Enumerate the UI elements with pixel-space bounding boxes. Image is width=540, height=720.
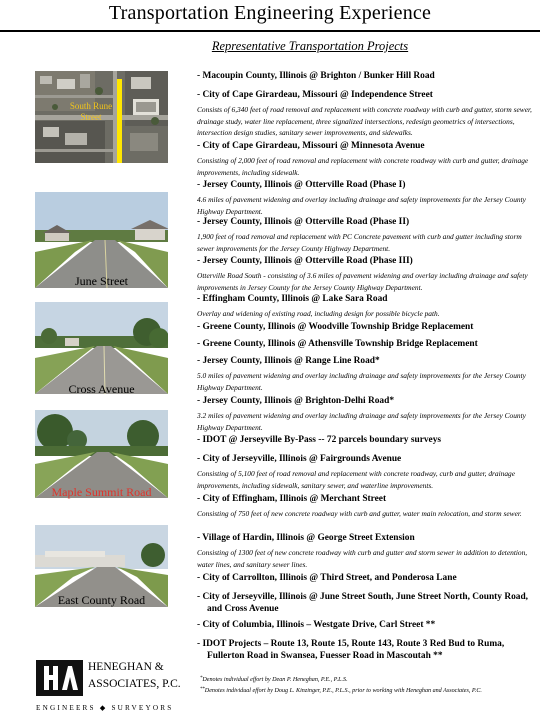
project-title: - City of Columbia, Illinois – Westgate Drive, Carl Street ** [197, 620, 436, 630]
project-title: - Jersey County, Illinois @ Otterville Road (Phase II) [197, 217, 410, 227]
project-item [197, 572, 532, 584]
project-description: Consisting of 5,100 feet of road removal and replacement with concrete roadway, curb and gutter, drainage improvements, including sidewalk, sanitary sewer, and waterline improvements. [197, 469, 516, 490]
footnote-text: Denotes individual effort by Dean P. Heneghan, P.E., P.L.S. [202, 677, 348, 683]
project-description: Consisting of 750 feet of new concrete roadway with curb and gutter, water main relocation, and storm sewer. [197, 509, 522, 518]
logo-company-name [88, 659, 181, 693]
footnotes [200, 674, 535, 696]
project-item [197, 453, 532, 491]
project-item [197, 638, 532, 662]
project-title: - City of Cape Girardeau, Missouri @ Minnesota Avenue [197, 141, 425, 151]
logo-tagline-left: ENGINEERS [36, 704, 96, 712]
photo-caption-maple: Maple Summit Road [51, 485, 152, 499]
project-item [197, 395, 532, 433]
project-title: - Macoupin County, Illinois @ Brighton / Bunker Hill Road [197, 71, 435, 81]
project-title: - City of Effingham, Illinois @ Merchant Street [197, 494, 387, 504]
project-item [197, 255, 532, 293]
project-item [197, 179, 532, 217]
project-item [197, 216, 532, 254]
project-title: - Jersey County, Illinois @ Brighton-Delhi Road* [197, 396, 395, 406]
project-title: - City of Carrollton, Illinois @ Third Street, and Ponderosa Lane [197, 573, 457, 583]
project-description: 1,900 feet of road removal and replacement with PC Concrete pavement with curb and gutter including storm sewer improvements for the Jersey County Highway Department. [197, 232, 522, 253]
logo-tagline [36, 703, 173, 712]
footnote [200, 674, 535, 685]
project-description: Consists of 6,340 feet of road removal and replacement with concrete roadway with curb and gutter, storm sewer, drainage study, water line replacement, three signalized intersections, redesign geometrics of intersections, intersection design studies, sanitary sewer improvements, and sidewalks. [197, 105, 532, 137]
project-item [197, 355, 532, 393]
project-item [197, 321, 532, 333]
footnote-marker: * [200, 676, 203, 681]
project-description: Overlay and widening of existing road, including design for possible bicycle path. [197, 309, 440, 318]
logo-mark-icon [36, 660, 83, 696]
project-item [197, 70, 532, 82]
project-description: 4.6 miles of pavement widening and overlay including drainage and safety improvements for the Jersey County Highway Department. [197, 195, 526, 216]
project-description: 3.2 miles of pavement widening and overlay including drainage and safety improvements for the Jersey County Highway Department. [197, 411, 526, 432]
project-item [197, 532, 532, 570]
project-title: - Effingham County, Illinois @ Lake Sara Road [197, 294, 388, 304]
project-title: - City of Jerseyville, Illinois @ June Street South, June Street North, County Road, and Cross Avenue [197, 592, 529, 614]
project-item [197, 140, 532, 178]
project-title: - Jersey County, Illinois @ Otterville Road (Phase III) [197, 256, 413, 266]
page-subtitle: Representative Transportation Projects [211, 39, 409, 53]
project-title: - Jersey County, Illinois @ Range Line Road* [197, 356, 380, 366]
project-item [197, 434, 532, 446]
project-item [197, 293, 532, 320]
photo-caption-east-county: East County Road [57, 593, 146, 607]
logo-name-line2: ASSOCIATES, P.C. [88, 678, 181, 690]
company-logo [36, 658, 196, 718]
street-photo-image [35, 302, 168, 394]
project-description: Consisting of 1300 feet of new concrete roadway with curb and gutter and storm sewer in addition to detention, water lines, and sanitary sewer lines. [197, 548, 528, 569]
photo-caption-june: June Street [75, 274, 128, 288]
photo-caption-cross: Cross Avenue [68, 382, 135, 396]
page-title: Transportation Engineering Experience [108, 2, 432, 24]
logo-name-line1: HENEGHAN & [88, 661, 164, 673]
project-item [197, 493, 532, 520]
project-description: Consisting of 2,000 feet of road removal and replacement with concrete roadway with curb and gutter, drainage improvements, including sidewalk. [197, 156, 529, 177]
project-item [197, 619, 532, 631]
project-item [197, 591, 532, 615]
project-title: - Greene County, Illinois @ Athensville Township Bridge Replacement [197, 339, 478, 349]
street-photo-cross [35, 302, 168, 394]
project-title: - City of Cape Girardeau, Missouri @ Independence Street [197, 90, 433, 100]
project-title: - Village of Hardin, Illinois @ George Street Extension [197, 533, 415, 543]
project-title: - Jersey County, Illinois @ Otterville Road (Phase I) [197, 180, 406, 190]
project-description: 5.0 miles of pavement widening and overlay including drainage and safety improvements for the Jersey County Highway Department. [197, 371, 526, 392]
project-description: Otterville Road South - consisting of 3.6 miles of pavement widening and overlay including drainage and safety improvements in Jersey County for the Jersey County Highway Department. [197, 271, 528, 292]
footnote-text: Denotes individual effort by Doug L. Kinzinger, P.E., P.L.S., prior to working with Heneghan and Associates, P.C. [204, 688, 482, 694]
footnote [200, 685, 535, 696]
diamond-icon: ◆ [99, 704, 108, 712]
logo-tagline-right: SURVEYORS [111, 704, 174, 712]
project-item [197, 338, 532, 350]
project-title: - Greene County, Illinois @ Woodville Township Bridge Replacement [197, 322, 474, 332]
title-divider [0, 30, 540, 32]
project-title: - City of Jerseyville, Illinois @ Fairgrounds Avenue [197, 454, 402, 464]
logo-mark [36, 660, 83, 696]
project-title: - IDOT @ Jerseyville By-Pass -- 72 parcels boundary surveys [197, 435, 442, 445]
project-item [197, 89, 532, 139]
footnote-marker: ** [200, 687, 205, 692]
aerial-street-label: South Rune Street [69, 101, 113, 122]
project-title: - IDOT Projects – Route 13, Route 15, Route 143, Route 3 Red Bud to Ruma, Fullerton Road in Swansea, Fuesser Road in Mascoutah ** [197, 639, 505, 661]
